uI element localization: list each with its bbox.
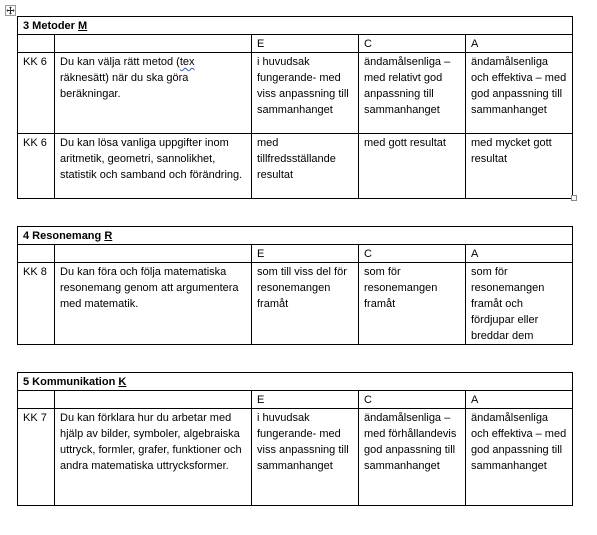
header-blank-code (18, 35, 55, 53)
grade-header-e: E (252, 391, 359, 409)
grade-header-a: A (466, 245, 573, 263)
row-grade-e: i huvudsak fungerande- med viss anpassning till sammanhanget (252, 409, 359, 506)
table-row (18, 409, 573, 506)
row-grade-e: i huvudsak fungerande- med viss anpassning till sammanhanget (252, 53, 359, 134)
row-grade-a: med mycket gott resultat (466, 134, 573, 199)
row-description: Du kan föra och följa matematiska resonemang genom att argumentera med matematik. (55, 263, 252, 345)
row-grade-a: som för resonemangen framåt och fördjupar eller breddar dem (466, 263, 573, 345)
rubric-table-kommunikation (17, 372, 573, 506)
row-grade-c: ändamålsenliga – med relativt god anpassning till sammanhanget (359, 53, 466, 134)
row-grade-c: med gott resultat (359, 134, 466, 199)
row-grade-a: ändamålsenliga och effektiva – med god anpassning till sammanhanget (466, 53, 573, 134)
row-description: Du kan förklara hur du arbetar med hjälp av bilder, symboler, algebraiska uttryck, formler, grafer, funktioner och andra matematiska uttrycksformer. (55, 409, 252, 506)
header-blank-desc (55, 391, 252, 409)
rubric-table-metoder (17, 16, 573, 199)
header-blank-code (18, 391, 55, 409)
title-prefix: 4 Resonemang (23, 230, 102, 242)
title-code: K (118, 376, 127, 388)
move-icon (6, 6, 15, 15)
grade-header-e: E (252, 35, 359, 53)
grade-header-a: A (466, 35, 573, 53)
row-grade-a: ändamålsenliga och effektiva – med god anpassning till sammanhanget (466, 409, 573, 506)
row-grade-e: med tillfredsställande resultat (252, 134, 359, 199)
header-blank-code (18, 245, 55, 263)
table-title (18, 227, 573, 245)
row-description: Du kan lösa vanliga uppgifter inom aritmetik, geometri, sannolikhet, statistik och samband och förändring. (55, 134, 252, 199)
grade-header-c: C (359, 391, 466, 409)
row-grade-c: ändamålsenliga – med förhållandevis god anpassning till sammanhanget (359, 409, 466, 506)
row-grade-c: som för resonemangen framåt (359, 263, 466, 345)
table-move-handle[interactable] (5, 5, 16, 16)
rubric-table-resonemang (17, 226, 573, 345)
title-code: M (78, 20, 88, 32)
table-title (18, 17, 573, 35)
table-row (18, 263, 573, 345)
row-grade-e: som till viss del för resonemangen framåt (252, 263, 359, 345)
grade-header-c: C (359, 245, 466, 263)
table-row (18, 53, 573, 134)
row-code: KK 7 (18, 409, 55, 506)
header-blank-desc (55, 245, 252, 263)
title-code: R (104, 230, 113, 242)
table-resize-handle[interactable] (571, 195, 577, 201)
grade-header-e: E (252, 245, 359, 263)
header-blank-desc (55, 35, 252, 53)
row-code: KK 6 (18, 53, 55, 134)
row-code: KK 6 (18, 134, 55, 199)
title-prefix: 3 Metoder (23, 20, 75, 32)
grade-header-c: C (359, 35, 466, 53)
row-code: KK 8 (18, 263, 55, 345)
table-row (18, 134, 573, 199)
row-description: Du kan välja rätt metod (tex räknesätt) när du ska göra beräkningar. (55, 53, 252, 134)
grade-header-a: A (466, 391, 573, 409)
title-prefix: 5 Kommunikation (23, 376, 116, 388)
table-title (18, 373, 573, 391)
